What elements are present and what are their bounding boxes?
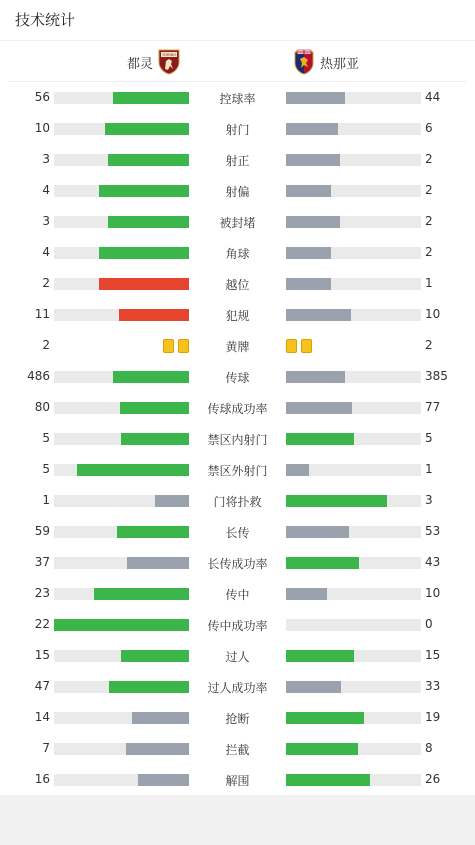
home-stat-value: 5 (42, 462, 50, 476)
home-stat-value: 4 (42, 183, 50, 197)
stat-row (0, 87, 475, 109)
home-stat-track (54, 402, 189, 414)
home-stat-bar (99, 185, 189, 197)
away-stat-value: 43 (425, 555, 441, 569)
away-stat-value: 33 (425, 679, 441, 693)
home-stat-bar (77, 464, 189, 476)
away-stat-track (286, 495, 421, 507)
away-stat-track (286, 123, 421, 135)
home-stat-bar (113, 92, 189, 104)
away-stat-value: 2 (425, 214, 433, 228)
away-stat-track (286, 92, 421, 104)
home-stat-bar (117, 526, 189, 538)
home-stat-bar (120, 402, 189, 414)
stat-row (0, 521, 475, 543)
stat-row (0, 211, 475, 233)
home-stat-value: 3 (42, 214, 50, 228)
home-stat-bar (109, 681, 189, 693)
away-stat-bar (286, 588, 327, 600)
away-stat-track (286, 464, 421, 476)
stat-row (0, 397, 475, 419)
away-stat-bar (286, 309, 351, 321)
stat-label: 角球 (225, 247, 250, 261)
home-stat-value: 5 (42, 431, 50, 445)
home-stat-track (54, 433, 189, 445)
away-stat-bar (286, 743, 358, 755)
home-stat-value: 3 (42, 152, 50, 166)
home-stat-value: 47 (34, 679, 50, 693)
stat-label: 传球成功率 (207, 402, 268, 416)
stat-row (0, 769, 475, 791)
away-stat-track (286, 712, 421, 724)
stat-row (0, 645, 475, 667)
away-stat-track (286, 526, 421, 538)
stat-label: 犯规 (225, 309, 250, 323)
away-team[interactable] (292, 49, 359, 75)
home-stat-bar (138, 774, 189, 786)
stat-row (0, 273, 475, 295)
away-stat-track (286, 402, 421, 414)
away-stat-track (286, 278, 421, 290)
away-stat-track (286, 371, 421, 383)
away-stat-track (286, 774, 421, 786)
away-stat-track (286, 588, 421, 600)
away-yellow-cards (286, 339, 312, 353)
away-stat-bar (286, 433, 354, 445)
home-stat-track (54, 526, 189, 538)
home-stat-track (54, 557, 189, 569)
away-stat-value: 26 (425, 772, 441, 786)
home-stat-bar (121, 650, 189, 662)
yellow-card-icon (301, 339, 312, 353)
home-stat-bar (132, 712, 189, 724)
home-stat-track (54, 464, 189, 476)
home-stat-value: 80 (34, 400, 50, 414)
home-stat-bar (108, 216, 189, 228)
home-stat-bar (113, 371, 189, 383)
away-stat-bar (286, 712, 364, 724)
torino-crest-icon (157, 49, 181, 75)
home-stat-track (54, 371, 189, 383)
stat-label: 过人 (225, 650, 250, 664)
stat-label: 过人成功率 (207, 681, 268, 695)
home-stat-bar (126, 743, 189, 755)
away-stat-track (286, 216, 421, 228)
stat-label: 禁区内射门 (207, 433, 268, 447)
home-stat-bar (127, 557, 189, 569)
home-stat-bar (105, 123, 189, 135)
home-stat-bar (99, 278, 189, 290)
home-stat-value: 486 (27, 369, 50, 383)
stat-row (0, 149, 475, 171)
stat-label: 射正 (225, 154, 250, 168)
home-team[interactable] (127, 49, 181, 75)
away-stat-bar (286, 774, 370, 786)
home-stat-track (54, 309, 189, 321)
away-stat-bar (286, 557, 359, 569)
section-title: 技术统计 (0, 0, 475, 41)
away-stat-value: 2 (425, 338, 433, 352)
away-stat-value: 8 (425, 741, 433, 755)
away-stat-value: 10 (425, 586, 441, 600)
away-stat-track (286, 154, 421, 166)
stat-label: 越位 (225, 278, 250, 292)
stat-label: 长传成功率 (207, 557, 268, 571)
stat-row (0, 614, 475, 636)
away-stat-value: 6 (425, 121, 433, 135)
stat-row (0, 552, 475, 574)
away-stat-bar (286, 185, 331, 197)
away-stat-value: 5 (425, 431, 433, 445)
away-stat-value: 10 (425, 307, 441, 321)
away-stat-value: 3 (425, 493, 433, 507)
yellow-card-icon (286, 339, 297, 353)
away-team-name: 热那亚 (320, 56, 360, 72)
home-stat-value: 23 (34, 586, 50, 600)
away-stat-track (286, 247, 421, 259)
home-stat-value: 2 (42, 276, 50, 290)
away-stat-track (286, 619, 421, 631)
stat-label: 解围 (225, 774, 250, 788)
home-stat-bar (121, 433, 189, 445)
home-stat-track (54, 185, 189, 197)
stat-row (0, 459, 475, 481)
home-stat-value: 59 (34, 524, 50, 538)
home-stat-track (54, 247, 189, 259)
home-stat-bar (119, 309, 189, 321)
stat-row (0, 304, 475, 326)
stat-label: 长传 (225, 526, 250, 540)
teams-header (9, 41, 466, 82)
away-stat-value: 19 (425, 710, 441, 724)
home-stat-track (54, 743, 189, 755)
away-stat-value: 2 (425, 152, 433, 166)
stat-label: 禁区外射门 (207, 464, 268, 478)
home-stat-value: 1 (42, 493, 50, 507)
home-stat-value: 15 (34, 648, 50, 662)
away-stat-value: 385 (425, 369, 448, 383)
away-stat-bar (286, 92, 345, 104)
home-stat-bar (155, 495, 189, 507)
stat-label: 射偏 (225, 185, 250, 199)
away-stat-track (286, 185, 421, 197)
stat-label: 抢断 (225, 712, 250, 726)
away-stat-track (286, 309, 421, 321)
away-stat-value: 2 (425, 183, 433, 197)
stat-label: 传中成功率 (207, 619, 268, 633)
home-stat-track (54, 681, 189, 693)
home-stat-value: 7 (42, 741, 50, 755)
home-stat-track (54, 216, 189, 228)
home-team-name: 都灵 (126, 56, 153, 72)
away-stat-track (286, 743, 421, 755)
away-stat-bar (286, 123, 338, 135)
stat-label: 射门 (225, 123, 250, 137)
stat-row (0, 335, 475, 357)
away-stat-value: 77 (425, 400, 441, 414)
away-stat-track (286, 433, 421, 445)
away-stat-bar (286, 526, 349, 538)
away-stat-bar (286, 247, 331, 259)
home-stat-track (54, 123, 189, 135)
svg-text:TORINO: TORINO (161, 53, 177, 57)
yellow-card-icon (163, 339, 174, 353)
away-stat-track (286, 650, 421, 662)
home-stat-track (54, 619, 189, 631)
away-stat-value: 0 (425, 617, 433, 631)
away-stat-bar (286, 650, 354, 662)
away-stat-value: 53 (425, 524, 441, 538)
home-yellow-cards (163, 339, 189, 353)
stat-label: 被封堵 (219, 216, 256, 230)
away-stat-bar (286, 402, 352, 414)
stat-row (0, 676, 475, 698)
home-stat-value: 56 (34, 90, 50, 104)
home-stat-track (54, 154, 189, 166)
away-stat-track (286, 557, 421, 569)
stat-row (0, 180, 475, 202)
stat-label: 传球 (225, 371, 250, 385)
home-stat-value: 37 (34, 555, 50, 569)
stat-label: 传中 (225, 588, 250, 602)
home-stat-value: 11 (34, 307, 50, 321)
away-stat-value: 1 (425, 462, 433, 476)
genoa-crest-icon (292, 49, 316, 75)
away-stat-value: 1 (425, 276, 433, 290)
stat-row (0, 366, 475, 388)
home-stat-value: 16 (34, 772, 50, 786)
away-stat-bar (286, 495, 387, 507)
stat-row (0, 707, 475, 729)
stat-label: 拦截 (225, 743, 250, 757)
away-stat-value: 44 (425, 90, 441, 104)
away-stat-bar (286, 154, 340, 166)
stat-label: 控球率 (219, 92, 256, 106)
home-stat-bar (54, 619, 189, 631)
home-stat-track (54, 588, 189, 600)
away-stat-track (286, 681, 421, 693)
home-stat-value: 14 (34, 710, 50, 724)
away-stat-bar (286, 681, 341, 693)
yellow-card-icon (178, 339, 189, 353)
away-stat-value: 15 (425, 648, 441, 662)
home-stat-bar (94, 588, 189, 600)
home-stat-value: 10 (34, 121, 50, 135)
stat-row (0, 490, 475, 512)
home-stat-track (54, 278, 189, 290)
home-stat-value: 4 (42, 245, 50, 259)
home-stat-value: 2 (42, 338, 50, 352)
away-stat-value: 2 (425, 245, 433, 259)
stat-row (0, 118, 475, 140)
stat-label: 黄牌 (225, 340, 250, 354)
stat-row (0, 583, 475, 605)
away-stat-bar (286, 371, 345, 383)
away-stat-bar (286, 278, 331, 290)
home-stat-track (54, 650, 189, 662)
home-stat-value: 22 (34, 617, 50, 631)
away-stat-bar (286, 216, 340, 228)
stat-label: 门将扑救 (213, 495, 262, 509)
home-stat-track (54, 774, 189, 786)
home-stat-bar (108, 154, 189, 166)
away-stat-bar (286, 464, 309, 476)
home-stat-track (54, 495, 189, 507)
home-stat-bar (99, 247, 189, 259)
stat-row (0, 428, 475, 450)
home-stat-track (54, 92, 189, 104)
stat-row (0, 738, 475, 760)
home-stat-track (54, 712, 189, 724)
stat-row (0, 242, 475, 264)
